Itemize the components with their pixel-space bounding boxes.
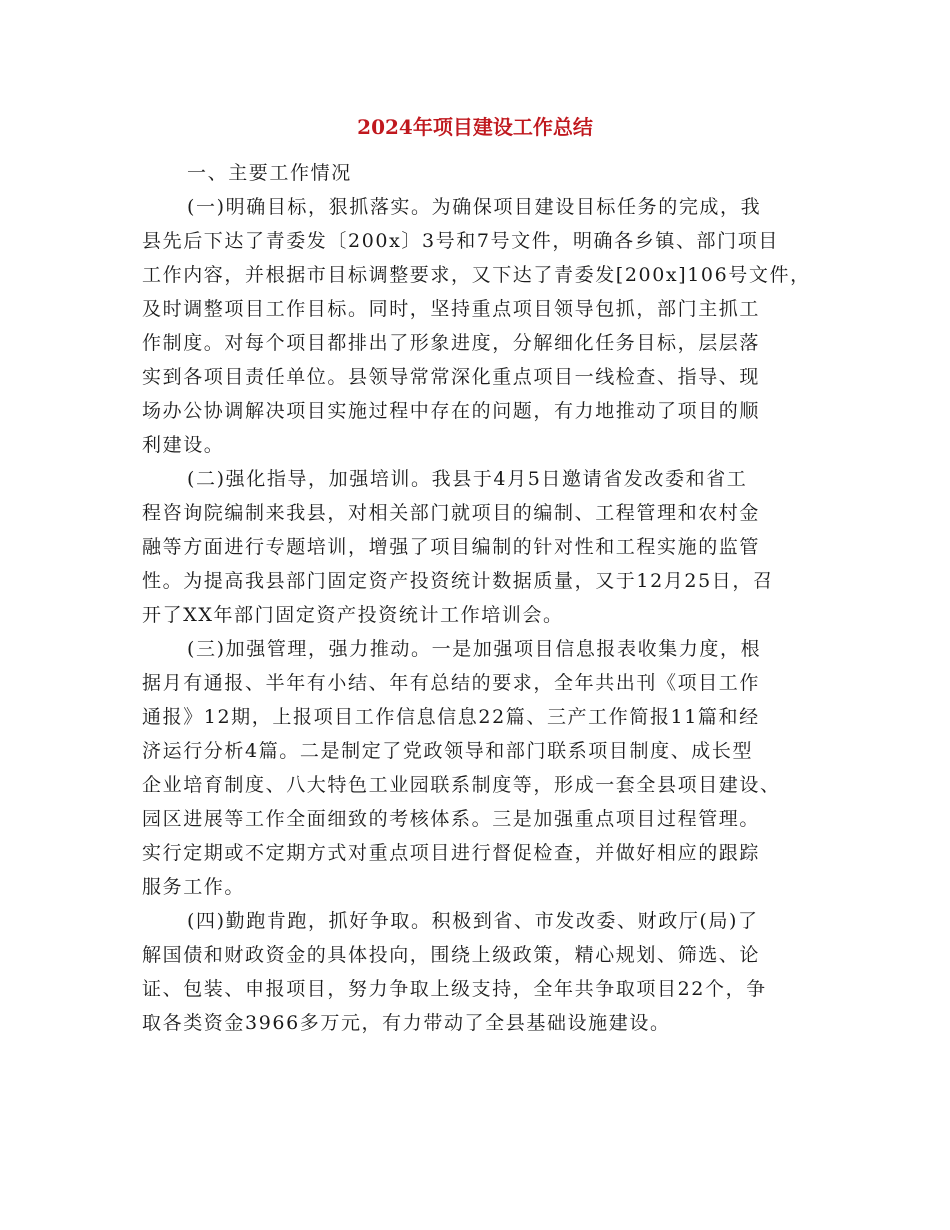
paragraph-line: (四)勤跑肯跑，抓好争取。积极到省、市发改委、财政厅(局)了: [187, 910, 759, 932]
paragraph-line: 程咨询院编制来我县，对相关部门就项目的编制、工程管理和农村金: [142, 502, 761, 524]
document-body: [142, 156, 822, 1040]
paragraph-line: 济运行分析4篇。二是制定了党政领导和部门联系项目制度、成长型: [142, 740, 754, 762]
paragraph-line: 据月有通报、半年有小结、年有总结的要求，全年共出刊《项目工作: [142, 672, 761, 694]
paragraph-line: 工作内容，并根据市目标调整要求，又下达了青委发[200x]106号文件，: [142, 264, 811, 286]
paragraph-line: 证、包装、申报项目，努力争取上级支持，全年共争取项目22个，争: [142, 978, 767, 1000]
paragraph-line: 实到各项目责任单位。县领导常常深化重点项目一线检查、指导、现: [142, 366, 761, 388]
paragraph-line: 通报》12期，上报项目工作信息信息22篇、三产工作简报11篇和经: [142, 706, 760, 728]
paragraph-line: 县先后下达了青委发〔200x〕3号和7号文件，明确各乡镇、部门项目: [142, 230, 779, 252]
document-title: 2024年项目建设工作总结: [357, 115, 593, 139]
paragraph-line: 场办公协调解决项目实施过程中存在的问题，有力地推动了项目的顺: [142, 400, 761, 422]
paragraph-line: 企业培育制度、八大特色工业园联系制度等，形成一套全县项目建设、: [142, 774, 781, 796]
paragraph-line: 园区进展等工作全面细致的考核体系。三是加强重点项目过程管理。: [142, 808, 761, 830]
paragraph-line: (一)明确目标，狠抓落实。为确保项目建设目标任务的完成，我: [187, 196, 762, 218]
paragraph-line: 利建设。: [142, 434, 225, 456]
paragraph-line: 融等方面进行专题培训，增强了项目编制的针对性和工程实施的监管: [142, 536, 761, 558]
paragraph-line: 性。为提高我县部门固定资产投资统计数据质量，又于12月25日，召: [142, 570, 774, 592]
paragraph-line: (三)加强管理，强力推动。一是加强项目信息报表收集力度，根: [187, 638, 762, 660]
paragraph-line: 作制度。对每个项目都排出了形象进度，分解细化任务目标，层层落: [142, 332, 761, 354]
paragraph-line: 取各类资金3966多万元，有力带动了全县基础设施建设。: [142, 1012, 671, 1034]
section-heading: 一、主要工作情况: [187, 162, 352, 184]
paragraph-line: 实行定期或不定期方式对重点项目进行督促检查，并做好相应的跟踪: [142, 842, 761, 864]
paragraph-line: 及时调整项目工作目标。同时，坚持重点项目领导包抓，部门主抓工: [142, 298, 761, 320]
paragraph-line: 开了XX年部门固定资产投资统计工作培训会。: [142, 604, 564, 626]
paragraph-line: 服务工作。: [142, 876, 246, 898]
paragraph-line: (二)强化指导，加强培训。我县于4月5日邀请省发改委和省工: [187, 468, 748, 490]
paragraph-line: 解国债和财政资金的具体投向，围绕上级政策，精心规划、筛选、论: [142, 944, 761, 966]
